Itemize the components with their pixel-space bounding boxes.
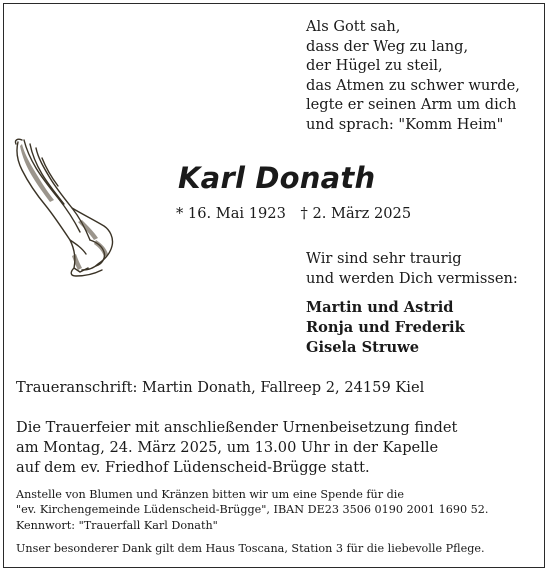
mourning-text — [306, 249, 518, 288]
ceremony-line: auf dem ev. Friedhof Lüdenscheid-Brügge statt. — [16, 459, 370, 476]
family-member: Gisela Struwe — [306, 339, 420, 356]
donation-line: Anstelle von Blumen und Kränzen bitten wir um eine Spende für die — [16, 488, 404, 501]
family-member: Martin und Astrid — [306, 299, 454, 316]
donation-info — [16, 487, 488, 533]
poem — [306, 17, 520, 135]
mourning-line: Wir sind sehr traurig — [306, 250, 462, 267]
poem-line: und sprach: "Komm Heim" — [306, 115, 504, 133]
life-dates — [176, 205, 421, 222]
death-date: † 2. März 2025 — [300, 205, 412, 222]
poem-line: Als Gott sah, — [306, 18, 401, 35]
ceremony-line: am Montag, 24. März 2025, um 13.00 Uhr in der Kapelle — [16, 439, 439, 456]
poem-line: dass der Weg zu lang, — [306, 37, 469, 55]
deceased-name: Karl Donath — [178, 161, 376, 195]
poem-line: das Atmen zu schwer wurde, — [306, 76, 520, 94]
poem-line: legte er seinen Arm um dich — [306, 96, 517, 114]
praying-hands-icon — [10, 136, 120, 278]
family-names — [306, 298, 465, 358]
ceremony-info — [16, 418, 457, 478]
thanks-note: Unser besonderer Dank gilt dem Haus Toscana, Station 3 für die liebevolle Pflege. — [16, 542, 485, 555]
family-member: Ronja und Frederik — [306, 319, 465, 336]
mourning-line: und werden Dich vermissen: — [306, 269, 518, 287]
ceremony-line: Die Trauerfeier mit anschließender Urnenbeisetzung findet — [16, 419, 458, 436]
poem-line: der Hügel zu steil, — [306, 57, 443, 75]
birth-date: * 16. Mai 1923 — [176, 205, 286, 222]
donation-line: Kennwort: "Trauerfall Karl Donath" — [16, 518, 218, 532]
donation-line: "ev. Kirchengemeinde Lüdenscheid-Brügge", IBAN DE23 3506 0190 2001 1690 52. — [16, 503, 489, 517]
mourning-address: Traueranschrift: Martin Donath, Fallreep 2, 24159 Kiel — [16, 379, 425, 396]
